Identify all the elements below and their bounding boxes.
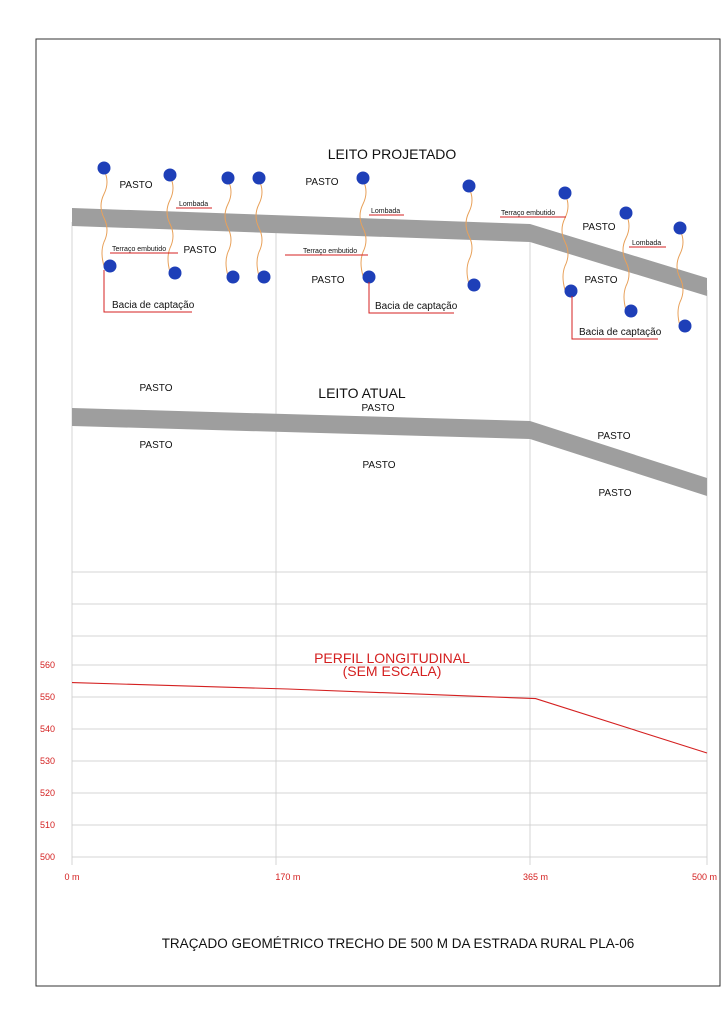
profile-x-tick: 170 m bbox=[275, 872, 301, 882]
lombada-label: Lombada bbox=[179, 201, 209, 208]
marker-dot bbox=[164, 169, 177, 182]
profile-title-line1: PERFIL LONGITUDINAL bbox=[314, 650, 470, 666]
marker-dot bbox=[468, 279, 481, 292]
drawing-title: TRAÇADO GEOMÉTRICO TRECHO DE 500 M DA ESTRADA RURAL PLA-06 bbox=[161, 936, 635, 951]
marker-dot bbox=[222, 172, 235, 185]
marker-dot bbox=[357, 172, 370, 185]
profile-y-tick: 520 bbox=[40, 788, 56, 798]
pasture-label: PASTO bbox=[139, 440, 173, 451]
marker-dot bbox=[363, 271, 376, 284]
marker-dot bbox=[104, 260, 117, 273]
profile-value-gridlines bbox=[72, 665, 707, 857]
profile-title-line2: (SEM ESCALA) bbox=[342, 663, 442, 679]
profile-y-tick: 510 bbox=[40, 820, 56, 830]
current-road-title: LEITO ATUAL bbox=[318, 385, 406, 401]
pasture-label: PASTO bbox=[119, 180, 153, 191]
projected-road-title: LEITO PROJETADO bbox=[327, 146, 457, 162]
pasture-label: PASTO bbox=[311, 275, 345, 286]
marker-dot bbox=[674, 222, 687, 235]
bacia-label: Bacia de captação bbox=[579, 327, 662, 338]
pasture-label: PASTO bbox=[597, 431, 631, 442]
pasture-label: PASTO bbox=[305, 177, 339, 188]
marker-dot bbox=[463, 180, 476, 193]
bacia-label: Bacia de captação bbox=[375, 301, 458, 312]
marker-dot bbox=[253, 172, 266, 185]
profile-x-tick: 0 m bbox=[64, 872, 80, 882]
marker-dot bbox=[98, 162, 111, 175]
profile-x-tick-labels bbox=[64, 872, 717, 882]
pasture-label: PASTO bbox=[362, 460, 396, 471]
profile-x-tick: 365 m bbox=[523, 872, 549, 882]
marker-dot bbox=[565, 285, 578, 298]
lombada-label: Lombada bbox=[632, 240, 662, 247]
pasture-label: PASTO bbox=[584, 275, 618, 286]
profile-y-tick: 550 bbox=[40, 692, 56, 702]
pasture-label: PASTO bbox=[361, 403, 395, 414]
profile-y-tick: 530 bbox=[40, 756, 56, 766]
terraco-label: Terraço embutido bbox=[501, 210, 556, 217]
profile-y-tick: 560 bbox=[40, 660, 56, 670]
terraco-label: Terraço embutido bbox=[303, 248, 358, 255]
marker-dot bbox=[625, 305, 638, 318]
profile-grid bbox=[72, 572, 707, 636]
pasture-label: PASTO bbox=[183, 245, 217, 256]
profile-y-tick-labels bbox=[40, 660, 55, 862]
terraco-label: Terraço embutido bbox=[112, 246, 167, 253]
profile-x-tick: 500 m bbox=[691, 872, 717, 882]
marker-dot bbox=[559, 187, 572, 200]
profile-y-tick: 540 bbox=[40, 724, 56, 734]
pasture-label: PASTO bbox=[139, 383, 173, 394]
current-road bbox=[72, 408, 707, 496]
profile-y-tick: 500 bbox=[40, 852, 56, 862]
lombada-label: Lombada bbox=[371, 208, 401, 215]
bacia-label: Bacia de captação bbox=[112, 300, 195, 311]
marker-dot bbox=[169, 267, 182, 280]
pasture-label: PASTO bbox=[582, 222, 616, 233]
pasture-label: PASTO bbox=[598, 488, 632, 499]
marker-dot bbox=[620, 207, 633, 220]
marker-dot bbox=[258, 271, 271, 284]
marker-dot bbox=[227, 271, 240, 284]
marker-dot bbox=[679, 320, 692, 333]
elevation-profile-line bbox=[72, 683, 707, 753]
